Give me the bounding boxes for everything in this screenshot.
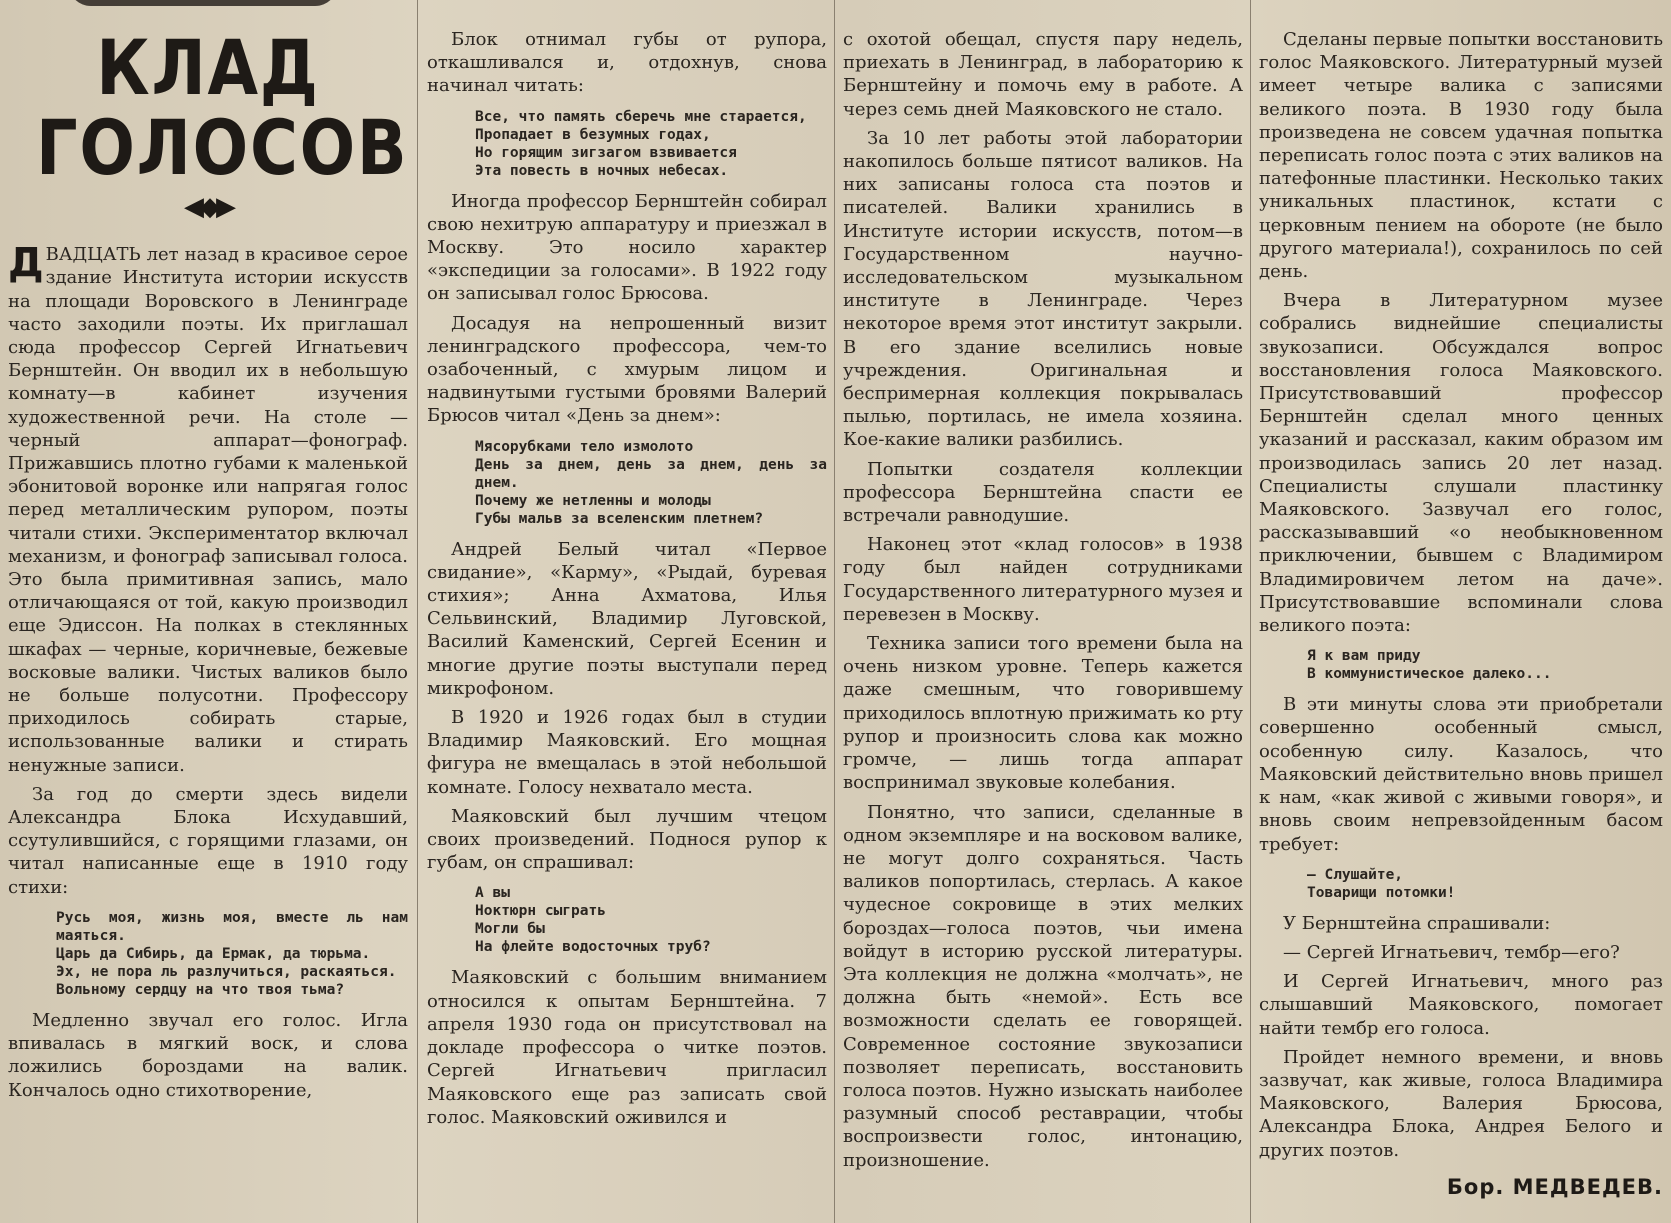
paragraph: Андрей Белый читал «Первое свидание», «Карму», «Рыдай, буревая стихия»; Анна Ахматова, Илья Сельвинский, Владимир Луговской, Василий Каменский, Сергей Есенин и многие другие поэты выступали перед микрофоном. [427, 538, 827, 699]
clipped-previous-headline [68, 0, 338, 6]
paragraph: Попытки создателя коллекции профессора Бернштейна спасти ее встречали равнодушие. [843, 458, 1243, 527]
paragraph: И Сергей Игнатьевич, много раз слышавший Маяковского, помогает найти тембр его голоса. [1259, 971, 1663, 1039]
poem-blok [56, 909, 408, 999]
paragraph: Техника записи того времени была на очень низком уровне. Теперь кажется даже смешным, что говорившему приходилось вплотную прижимать ко рту рупор и произносить слова как можно громче, — лишь тогда аппарат воспринимал звуковые колебания. [843, 633, 1243, 794]
poem-line: Эх, не пора ль разлучиться, раскаяться. [56, 963, 397, 980]
author-byline: Бор. МЕДВЕДЕВ. [1446, 1174, 1663, 1199]
paragraph: Понятно, что записи, сделанные в одном экземпляре и на восковом валике, не могут долго сохраняться. Часть валиков попортилась, стерлась. А какое чудесное сокровище в этих мелких бороздах—голоса поэтов, чьи имена войдут в историю русской литературы. Эта коллекция не должна «молчать», не должна быть «немой». Есть все возможности сделать ее говорящей. Современное состояние звукозаписи позволяет переписать, восстановить голоса поэтов. Нужно изыскать наиболее разумный способ реставрации, чтобы воспроизвести голос, интонацию, произношение. [843, 801, 1243, 1171]
paragraph: У Бернштейна спрашивали: [1283, 912, 1551, 934]
paragraph: Блок отнимал губы от рупора, откашливался и, отдохнув, снова начинал читать: [427, 29, 827, 97]
poem-line: Я к вам приду [1307, 648, 1421, 665]
poem-line: — Слушайте, [1307, 866, 1404, 883]
paragraph: Пройдет немного времени, и вновь зазвучат, как живые, голоса Владимира Маяковского, Валерия Брюсова, Александра Блока, Андрея Белого и других поэтов. [1259, 1046, 1663, 1161]
poem-bryusov [475, 438, 827, 528]
poem-blok-2 [475, 108, 827, 180]
poem-line: День за днем, день за днем, день за днем. [475, 456, 827, 491]
poem-line: В коммунистическое далеко... [1307, 666, 1552, 683]
poem-line: Русь моя, жизнь моя, вместе ль нам маяться. [56, 909, 408, 944]
headline-line-1: КЛАД [96, 23, 320, 112]
column-rule [834, 0, 835, 1223]
paragraph: Вчера в Литературном музее собрались виднейшие специалисты звукозаписи. Обсуждался вопрос восстановления голоса Маяковского. Присутствовавший профессор Бернштейн сделал много ценных указаний и рассказал, каким образом им производилась запись 20 лет назад. Специалисты слушали пластинку Маяковского. Зазвучал его голос, рассказывавший «о необыкновенном приключении, бывшем с Владимиром Владимировичем летом на даче». Присутствовавшие вспоминали слова великого поэта: [1259, 290, 1663, 637]
paragraph: с охотой обещал, спустя пару недель, приехать в Ленинград, в лабораторию к Бернштейну и помочь ему в работе. А через семь дней Маяковского не стало. [843, 29, 1243, 120]
poem-line: Вольному сердцу на что твоя тьма? [56, 981, 345, 998]
poem-line: Мясорубками тело измолото [475, 438, 694, 455]
column-2 [427, 28, 827, 1219]
poem-line: Все, что память сберечь мне старается, [475, 108, 807, 125]
paragraph: Медленно звучал его голос. Игла впивалась в мягкий воск, и слова ложились бороздами на валик. Кончалось одно стихотворение, [8, 1009, 408, 1101]
poem-line: Пропадает в безумных годах, [475, 126, 711, 143]
poem-line: На флейте водосточных труб? [475, 939, 711, 956]
poem-line: Губы мальв за вселенским плетнем? [475, 510, 764, 527]
poem-line: Но горящим зигзагом взвивается [475, 144, 737, 161]
paragraph: Маяковский с большим вниманием относился к опытам Бернштейна. 7 апреля 1930 года он присутствовал на докладе профессора о читке поэтов. Сергей Игнатьевич пригласил Маяковского еще раз записать свой голос. Маяковский оживился и [427, 967, 827, 1128]
poem-line: Царь да Сибирь, да Ермак, да тюрьма. [56, 945, 371, 962]
paragraph: Досадуя на непрошенный визит ленинградского профессора, чем-то озабоченный, с хмурым лицом и надвинутыми густыми бровями Валерий Брюсов читал «День за днем»: [427, 312, 827, 427]
column-3 [843, 28, 1243, 1219]
paragraph: ДВАДЦАТЬ лет назад в красивое серое здание Института истории искусств на площади Воровского в Ленинграде часто заходили поэты. Их приглашал сюда профессор Сергей Игнатьевич Бернштейн. Он вводил их в небольшую комнату—в кабинет изучения художественной речи. На столе — черный аппарат—фонограф. Прижавшись плотно губами к маленькой эбонитовой воронке или напрягая голос перед металлическим рупором, поэты читали стихи. Экспериментатор включал механизм, и фонограф записывал голоса. Это была примитивная запись, мало отличающаяся от той, какую производил еще Эдиссон. На полках в стеклянных шкафах — черные, коричневые, бежевые восковые валики. Чистых валиков было не больше полусотни. Профессору приходилось собирать старые, использованные валики и стирать ненужные записи. [8, 240, 408, 776]
poem-mayakovsky [475, 884, 827, 956]
paragraph: В 1920 и 1926 годах был в студии Владимир Маяковский. Его мощная фигура не вмещалась в этой небольшой комнате. Голосу нехватало места. [427, 707, 827, 798]
column-rule [417, 0, 418, 1223]
poem-line: Товарищи потомки! [1307, 884, 1456, 901]
column-rule [1250, 0, 1251, 1223]
poem-mayakovsky-3 [1307, 866, 1663, 902]
poem-mayakovsky-2 [1307, 647, 1663, 683]
poem-line: Эта повесть в ночных небесах. [475, 162, 729, 179]
column-1 [8, 0, 408, 1219]
poem-line: А вы [475, 885, 510, 902]
paragraph: За 10 лет работы этой лаборатории накопилось больше пятисот валиков. На них записаны голоса ста поэтов и писателей. Валики хранились в Институте истории искусств, потом—в Государственном научно-исследовательском музыкальном институте в Ленинграде. Через некоторое время этот институт закрыли. В его здание вселились новые учреждения. Оригинальная и беспримерная коллекция покрывалась пылью, портилась, не имела хозяина. Кое-какие валики разбились. [843, 127, 1243, 451]
paragraph: Сделаны первые попытки восстановить голос Маяковского. Литературный музей имеет четыре валика с записями великого поэта. В 1930 году была произведена не совсем удачная попытка переписать голос поэта с этих валиков на патефонные пластинки. Несколько таких уникальных пластинок, кстати с церковным пением на обороте (не было другого материала!), сохранилось по сей день. [1259, 29, 1663, 283]
column-4 [1259, 28, 1663, 1219]
poem-line: Почему же нетленны и молоды [475, 492, 711, 509]
poem-line: Ноктюрн сыграть [475, 903, 606, 920]
paragraph: За год до смерти здесь видели Александра Блока Исхудавший, ссутулившийся, с горящими глазами, он читал написанные еще в 1910 году стихи: [8, 783, 408, 898]
poem-line: Могли бы [475, 921, 545, 938]
ornament-divider: ◀◆▶ [184, 192, 232, 222]
paragraph: Иногда профессор Бернштейн собирал свою нехитрую аппаратуру и приезжал в Москву. Это носило характер «экспедиции за голосами». В 1922 году он записывал голос Брюсова. [427, 190, 827, 305]
drop-cap: Д [8, 240, 44, 287]
paragraph: Наконец этот «клад голосов» в 1938 году был найден сотрудниками Государственного литературного музея и перевезен в Москву. [843, 534, 1243, 625]
headline-line-2: ГОЛОСОВ [36, 103, 408, 192]
paragraph: — Сергей Игнатьевич, тембр—его? [1283, 941, 1620, 963]
paragraph: Маяковский был лучшим чтецом своих произведений. Поднося рупор к губам, он спрашивал: [427, 805, 827, 874]
paragraph: В эти минуты слова эти приобретали совершенно особенный смысл, особенную силу. Казалось, что Маяковский действительно вновь пришел к нам, «как живой с живыми говоря», и вновь своим непревзойденным басом требует: [1259, 694, 1663, 855]
